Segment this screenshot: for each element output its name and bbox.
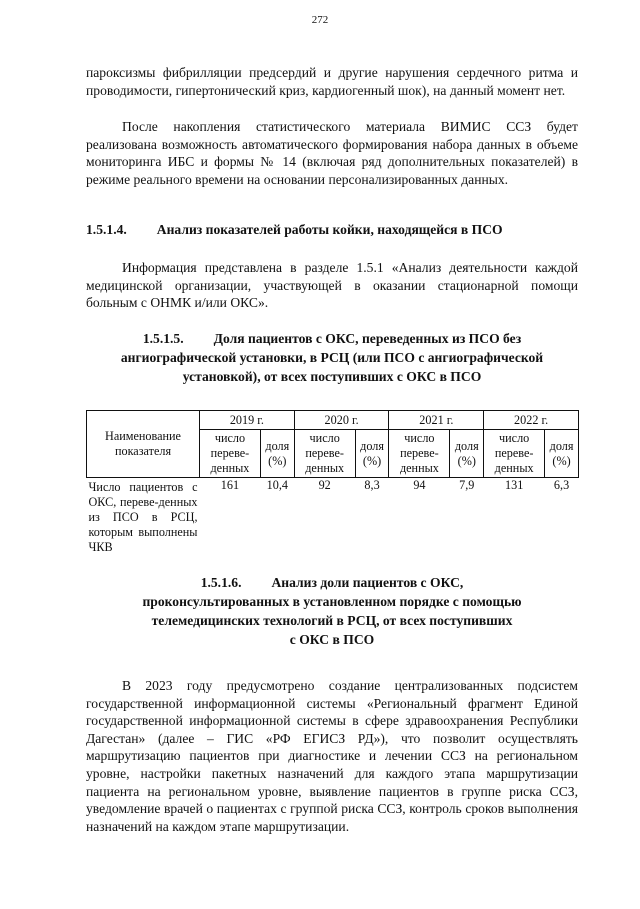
section-title-line: проконсультированных в установленном порядке с помощью bbox=[142, 594, 522, 609]
paragraph-top bbox=[86, 64, 578, 99]
sub-share: доля (%) bbox=[260, 430, 294, 478]
table-header-years bbox=[87, 411, 579, 430]
section-number: 1.5.1.5. bbox=[142, 331, 184, 346]
paragraph-1514 bbox=[86, 259, 578, 312]
section-title-line: установкой), от всех поступивших с ОКС в ПСО bbox=[182, 369, 482, 384]
section-heading-1515 bbox=[86, 329, 578, 386]
cell-value: 92 bbox=[318, 478, 331, 492]
section-heading-1516 bbox=[86, 573, 578, 649]
section-title-line: ангиографической установки, в РСЦ (или ПСО с ангиографической bbox=[120, 350, 544, 365]
year-header: 2022 г. bbox=[484, 411, 579, 430]
section-number: 1.5.1.6. bbox=[200, 575, 242, 590]
section-title-line: телемедицинских технологий в РСЦ, от всех поступивших bbox=[151, 613, 513, 628]
section-title: Анализ показателей работы койки, находящейся в ПСО bbox=[156, 222, 503, 237]
section-heading-1514 bbox=[86, 220, 578, 239]
section-title-line: 1.5.1.6. Анализ доли пациентов с ОКС, bbox=[200, 575, 464, 590]
paragraph-text: Информация представлена в разделе 1.5.1 «Анализ деятельности каждой медицинской организации, участвующей в оказании стационарной помощи больным с ОНМК и/или ОКС». bbox=[86, 260, 578, 311]
sub-count: число переве-денных bbox=[389, 430, 450, 478]
year-header: 2020 г. bbox=[294, 411, 389, 430]
page-number: 272 bbox=[311, 14, 329, 26]
sub-share: доля (%) bbox=[450, 430, 484, 478]
cell-value: 131 bbox=[505, 478, 524, 492]
sub-share: доля (%) bbox=[545, 430, 579, 478]
cell-value: 94 bbox=[413, 478, 426, 492]
sub-count: число переве-денных bbox=[200, 430, 261, 478]
cell-value: 161 bbox=[220, 478, 240, 492]
year-header: 2019 г. bbox=[200, 411, 295, 430]
section-title-line: с ОКС в ПСО bbox=[289, 632, 375, 647]
paragraph-text: После накопления статистического материала ВИМИС ССЗ будет реализована возможность автоматического формирования набора данных в объеме мониторинга ИБС и формы № 14 (включая ряд дополнительных показателей) в режиме реального времени на основании персонализированных данных. bbox=[86, 119, 578, 187]
paragraph-text: В 2023 году предусмотрено создание централизованных подсистем государственной информационной системы «Региональный фрагмент Единой государственной информационной системы в сфере здравоохранения Республики Дагестан» (далее – ГИС «РФ ЕГИСЗ РД»), что позволит осуществлять маршрутизацию пациентов при диагностике и лечении ССЗ на региональном уровне, настройки пакетных назначений для каждого этапа маршрутизации пациента на региональном уровне, выявление пациентов в группе риска ССЗ, уведомление врачей о пациентах с группой риска ССЗ, контроль сроков выполнения назначений на каждом этапе маршрутизации. bbox=[86, 678, 578, 834]
table-row bbox=[87, 478, 579, 556]
sub-share: доля (%) bbox=[355, 430, 389, 478]
cell-value: 7,9 bbox=[459, 478, 475, 492]
year-header: 2021 г. bbox=[389, 411, 484, 430]
data-table bbox=[86, 410, 579, 555]
section-number: 1.5.1.4. bbox=[86, 222, 127, 237]
cell-value: 10,4 bbox=[266, 478, 288, 492]
paragraph-2023 bbox=[86, 677, 578, 835]
header-label: Наименование показателя bbox=[87, 411, 200, 478]
cell-value: 6,3 bbox=[553, 478, 570, 492]
row-label: Число пациентов с ОКС, переве-денных из ПСО в РСЦ, которым выполнены ЧКВ bbox=[88, 480, 198, 554]
paragraph-text: пароксизмы фибрилляции предсердий и другие нарушения сердечного ритма и проводимости, гипертонический криз, кардиогенный шок), на данный момент нет. bbox=[86, 65, 578, 98]
sub-count: число переве-денных bbox=[294, 430, 355, 478]
paragraph-vimis bbox=[86, 118, 578, 188]
cell-value: 8,3 bbox=[364, 478, 380, 492]
section-title-line: 1.5.1.5. Доля пациентов с ОКС, переведенных из ПСО без bbox=[142, 331, 522, 346]
sub-count: число переве-денных bbox=[484, 430, 545, 478]
